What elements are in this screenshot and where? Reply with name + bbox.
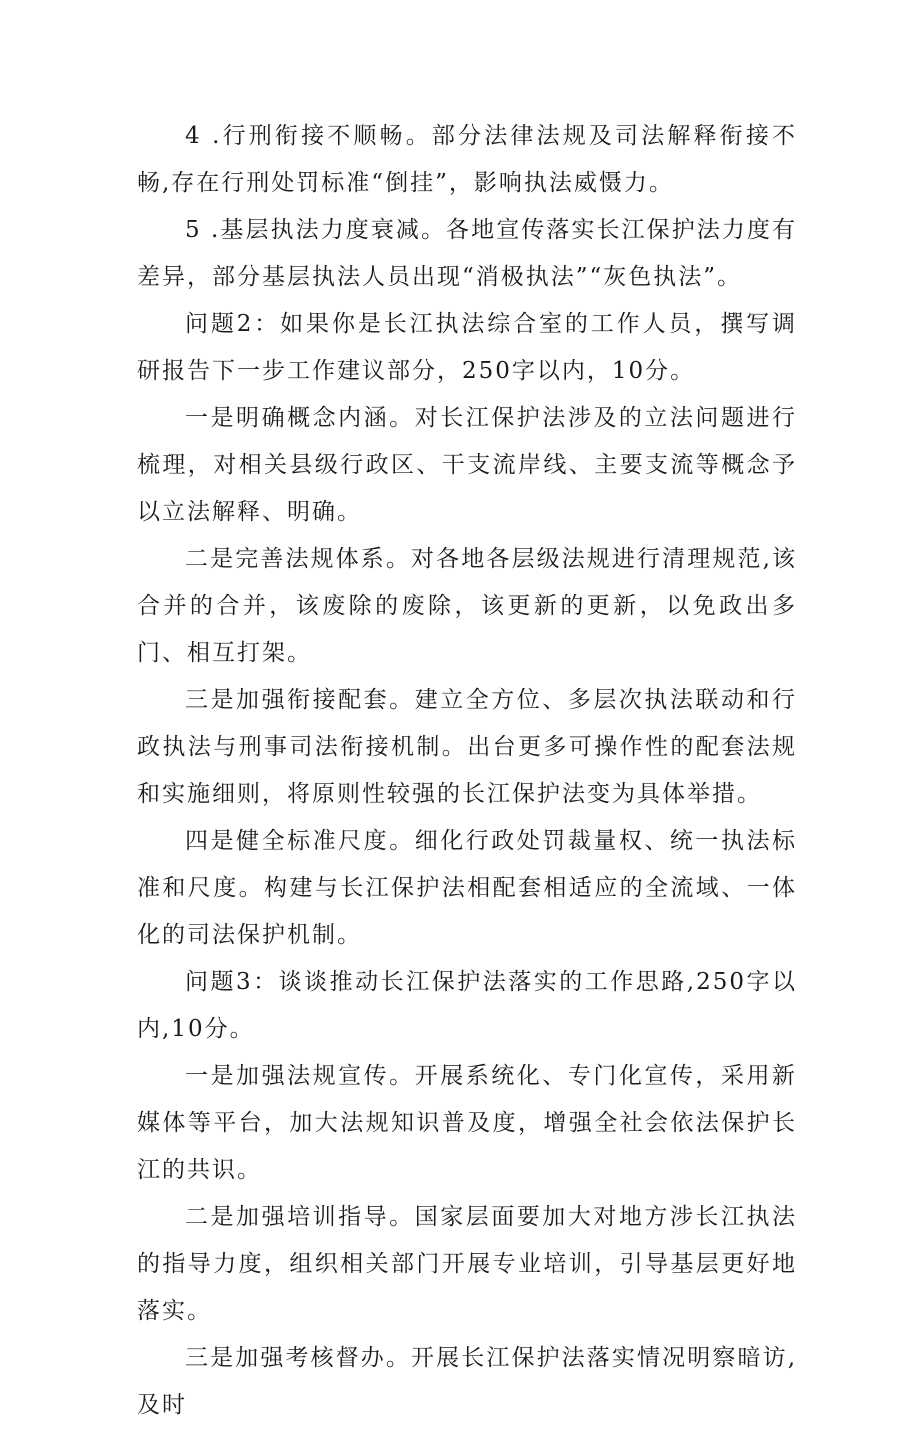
question-2-heading: 问题2：如果你是长江执法综合室的工作人员，撰写调研报告下一步工作建议部分，250字以内，10分。 — [137, 311, 797, 384]
idea-3-supervision: 三是加强考核督办。开展长江保护法落实情况明察暗访,及时 — [137, 1345, 797, 1418]
suggestion-2-regulations: 二是完善法规体系。对各地各层级法规进行清理规范,该合并的合并，该废除的废除，该更新的更新，以免政出多门、相互打架。 — [137, 546, 797, 666]
suggestion-1-concepts: 一是明确概念内涵。对长江保护法涉及的立法问题进行梳理，对相关县级行政区、干支流岸线、主要支流等概念予以立法解释、明确。 — [137, 405, 797, 525]
suggestion-3-coordination: 三是加强衔接配套。建立全方位、多层次执法联动和行政执法与刑事司法衔接机制。出台更多可操作性的配套法规和实施细则，将原则性较强的长江保护法变为具体举措。 — [137, 687, 797, 807]
paragraph-item-4-law-connection: 4 .行刑衔接不顺畅。部分法律法规及司法解释衔接不畅,存在行刑处罚标准“倒挂”，影响执法威慑力。 — [137, 123, 797, 196]
question-3-heading: 问题3：谈谈推动长江保护法落实的工作思路,250字以内,10分。 — [137, 969, 797, 1042]
document-body — [137, 113, 797, 1429]
idea-1-publicity: 一是加强法规宣传。开展系统化、专门化宣传，采用新媒体等平台，加大法规知识普及度，增强全社会依法保护长江的共识。 — [137, 1063, 797, 1183]
paragraph-item-5-grassroots-enforcement: 5 .基层执法力度衰减。各地宣传落实长江保护法力度有差异，部分基层执法人员出现“消极执法”“灰色执法”。 — [137, 217, 797, 290]
suggestion-4-standards: 四是健全标准尺度。细化行政处罚裁量权、统一执法标准和尺度。构建与长江保护法相配套相适应的全流域、一体化的司法保护机制。 — [137, 828, 797, 948]
idea-2-training: 二是加强培训指导。国家层面要加大对地方涉长江执法的指导力度，组织相关部门开展专业培训，引导基层更好地落实。 — [137, 1204, 797, 1324]
